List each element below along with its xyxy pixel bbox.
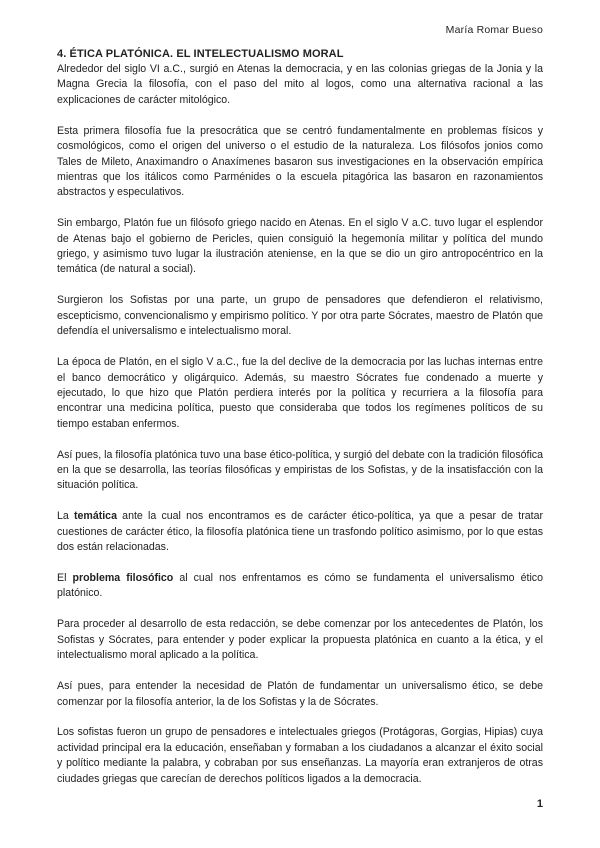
paragraph-text: La <box>57 510 74 523</box>
header-author: María Romar Bueso <box>445 24 543 36</box>
paragraph-text: El <box>57 572 73 585</box>
paragraph: Así pues, la filosofía platónica tuvo una base ético-política, y surgió del debate con la tradición filosófica en la que se desarrolla, las teorías filosóficas y empiristas de los Sofistas, y de la insatisfacción con la situación política. <box>57 448 543 492</box>
paragraph: Así pues, para entender la necesidad de Platón de fundamentar un universalismo ético, se debe comenzar por la filosofía anterior, la de los Sofistas y la de Sócrates. <box>57 680 543 708</box>
paragraph: Los sofistas fueron un grupo de pensadores e intelectuales griegos (Protágoras, Gorgias, Hipias) cuya actividad principal era la educación, enseñaban y formaban a los ciudadanos a alcanzar el éxito social y político mediante la palabra, y cobraban por sus enseñanzas. La mayoría eran extranjeros de otras ciudades griegas que carecían de derechos políticos ligados a la democracia. <box>57 726 543 785</box>
paragraph: Alrededor del siglo VI a.C., surgió en Atenas la democracia, y en las colonias griegas de la Jonia y la Magna Grecia la filosofía, con el paso del mito al logos, como una alternativa racional a las explicaciones de carácter mitológico. <box>57 63 543 106</box>
bold-term: problema filosófico <box>72 572 174 585</box>
paragraph-text: al cual nos enfrentamos es cómo se fundamenta el universalismo ético platónico. <box>57 572 543 600</box>
bold-term: temática <box>73 510 117 523</box>
paragraph: Para proceder al desarrollo de esta redacción, se debe comenzar por los antecedentes de Platón, los Sofistas y Sócrates, para entender y poder explicar la propuesta platónica en cuanto a la ética, y el intelectualismo moral aplicado a la política. <box>57 618 543 662</box>
section-title: 4. ÉTICA PLATÓNICA. EL INTELECTUALISMO MORAL <box>57 48 344 60</box>
paragraph-text: ante la cual nos encontramos es de carácter ético-política, ya que a pesar de tratar cuestiones de carácter ético, la filosofía platónica tiene un trasfondo político asimismo, por lo que estas dos están relacionadas. <box>57 510 543 554</box>
paragraph: Surgieron los Sofistas por una parte, un grupo de pensadores que defendieron el relativismo, escepticismo, convencionalismo y empirismo político. Y por otra parte Sócrates, maestro de Platón que defendía el universalismo e intelectualismo moral. <box>57 294 543 338</box>
paragraph-tematica <box>57 509 543 555</box>
paragraph: Sin embargo, Platón fue un filósofo griego nacido en Atenas. En el siglo V a.C. tuvo lugar el esplendor de Atenas bajo el gobierno de Pericles, quien consiguió la hegemonía militar y política del mundo griego, y asimismo tuvo lugar la ilustración ateniense, en la que se dio un giro antropocéntrico en la temática (de natural a social). <box>57 217 543 276</box>
paragraph: Esta primera filosofía fue la presocrática que se centró fundamentalmente en problemas físicos y cosmológicos, como el origen del universo o el estudio de la naturaleza. Los filósofos jonios como Tales de Mileto, Anaximandro o Anaxímenes basaron sus investigaciones en la observación empírica mientras que los itálicos como Parménides o la escuela pitagórica las basaron en razonamientos abstractos y especulativos. <box>57 124 543 199</box>
document-body <box>57 48 543 803</box>
paragraph-problema <box>57 571 543 602</box>
page-number: 1 <box>536 798 543 810</box>
paragraph: La época de Platón, en el siglo V a.C., fue la del declive de la democracia por las luchas internas entre el banco democrático y oligárquico. Además, su maestro Sócrates fue condenado a muerte y ejecutado, lo que hizo que Platón perdiera interés por la política y recurriera a la filosofía para encontrar una medicina política, puesto que consideraba que todos los regímenes políticos de su tiempo estaban enfermos. <box>57 356 543 430</box>
